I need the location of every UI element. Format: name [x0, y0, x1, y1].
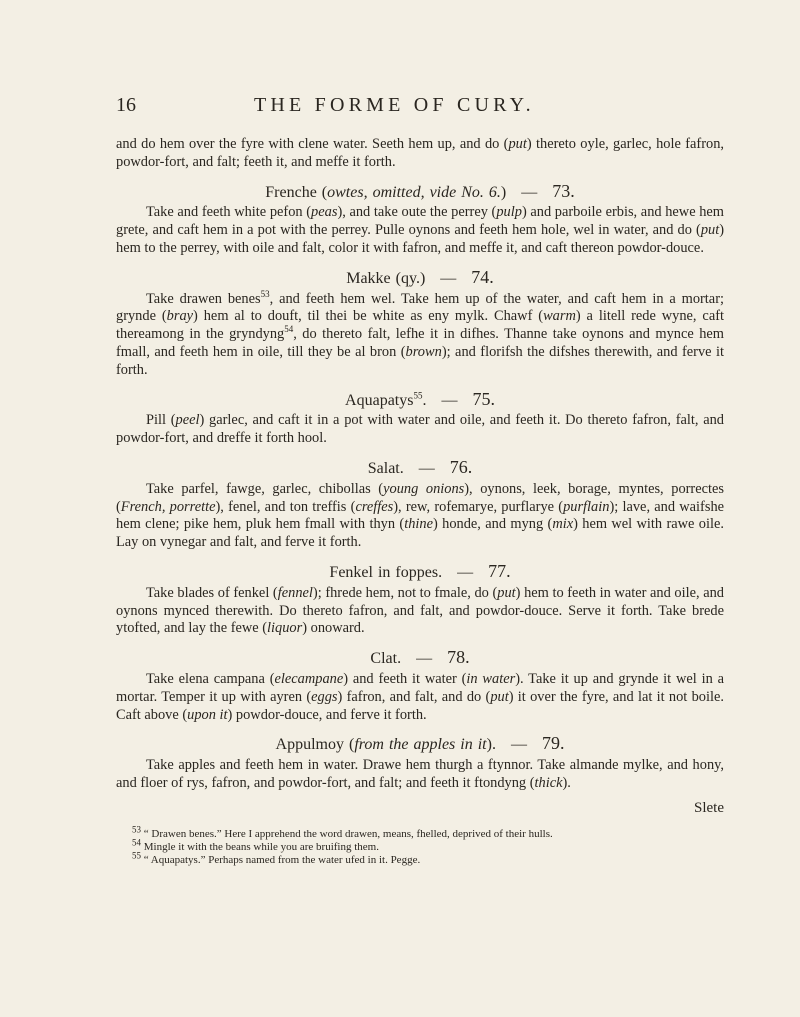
- recipe-body-77: Take blades of fenkel (fennel); fhrede hem, not to fmale, do (put) hem to feeth in water and oile, and oynons mynced therewith. Do thereto fafron, and falt, and powdor-douce. Serve it forth. Take brede ytofted, and lay the fewe (liquor) onoward.: [116, 584, 725, 637]
- footnote-53: $^{53}$ “ Drawen benes.” Here I apprehend the word drawen, means, fhelled, deprived of their hulls.: [132, 824, 553, 840]
- recipe-body-76: Take parfel, fawge, garlec, chibollas (young onions), oynons, leek, borage, myntes, porrectes (French, porrette), fenel, and ton treffis (creffes), rew, rofemarye, purflarye (purflain); lave, and waifshe hem clene; pike hem, pluk hem fmall with thyn (thine) honde, and myng (mix) hem wel with rawe oile. Lay on vynegar and falt, and ferve it forth.: [116, 480, 725, 551]
- recipe-heading-78: Clat. — 78.: [370, 647, 470, 668]
- footnote-ref-53: 53: [260, 288, 270, 299]
- recipe-heading-75: Aquapatys$^{55}$. — 75.: [345, 388, 495, 409]
- footnote-55: $^{55}$ “ Aquapatys.” Perhaps named from the water ufed in it. Pegge.: [132, 850, 421, 867]
- recipe-body-79: Take apples and feeth hem in water. Drawe hem thurgh a ftynnor. Take almande mylke, and hony, and floer of rys, fafron, and powdor-fort, and falt; and feeth it ftondyng (thick).: [116, 757, 724, 791]
- page-header: [116, 94, 728, 120]
- footnotes: [132, 824, 732, 868]
- recipe-heading-74: Makke (qy.) — 74.: [346, 266, 494, 287]
- body-text: [116, 136, 724, 793]
- recipe-heading-79: Appulmoy (from the apples in it). — 79.: [275, 733, 565, 754]
- running-title: THE FORME OF CURY.: [254, 94, 535, 116]
- recipe-heading-77: Fenkel in foppes. — 77.: [329, 560, 511, 581]
- recipe-body-74: Take drawen benes$^{53}$, and feeth hem wel. Take hem up of the water, and caft hem in a mortar; grynde (bray) hem al to douft, til thei be white as eny mylk. Chawf (warm) a litell rede wyne, caft thereamong in the gryndyng$^{54}$, do thereto falt, lefhe it in difhes. Thanne take oynons and mynce hem fmall, and feeth hem in oile, till they be al bron (brown); and florifsh the difshes therewith, and ferve it forth.: [116, 288, 724, 378]
- page-number: 16: [116, 94, 136, 116]
- recipe-body-75: Pill (peel) garlec, and caft it in a pot with water and oile, and feeth it. Do thereto fafron, falt, and powdor-fort, and dreffe it forth hool.: [116, 412, 724, 447]
- catchword: Slete: [694, 800, 724, 816]
- recipe-body-78: Take elena campana (elecampane) and feeth it water (in water). Take it up and grynde it wel in a mortar. Temper it up with ayren (eggs) fafron, and falt, and do (put) it over the fyre, and lat it not boile. Caft above (upon it) powdor-douce, and ferve it forth.: [116, 670, 724, 723]
- recipe-heading-73: Frenche (owtes, omitted, vide No. 6.) — 73.: [265, 180, 575, 201]
- intro-paragraph: and do hem over the fyre with clene water. Seeth hem up, and do (put) thereto oyle, garlec, hole fafron, powdor-fort, and falt; feeth it, and meffe it forth.: [116, 136, 724, 170]
- recipe-body-73: Take and feeth white pefon (peas), and take oute the perrey (pulp) and parboile erbis, and hewe hem grete, and caft hem in a pot with the perrey. Pulle oynons and feeth hem hole, wel in water, and do (put) hem to the perrey, with oile and falt, color it with fafron, and meffe it, and caft thereon powdor-douce.: [116, 204, 725, 256]
- recipe-heading-76: Salat. — 76.: [367, 456, 473, 477]
- footnote-ref-54: 54: [284, 324, 294, 335]
- footnote-ref-55: 55: [413, 390, 423, 401]
- footnote-54: $^{54}$ Mingle it with the beans while you are bruifing them.: [132, 837, 379, 854]
